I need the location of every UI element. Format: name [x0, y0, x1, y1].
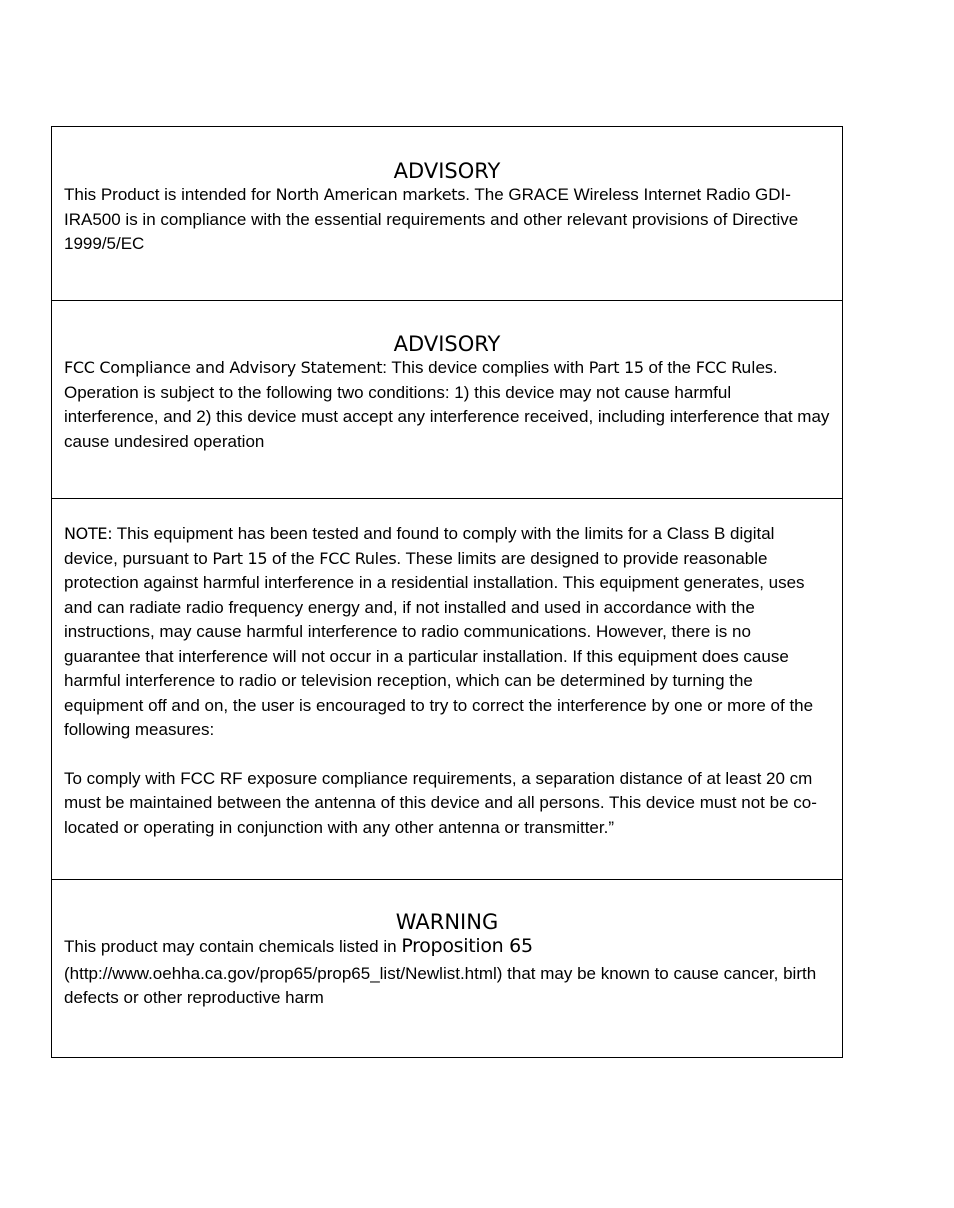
warning-text-line2: (http://www.oehha.ca.gov/prop65/prop65_list/Newlist.html) that may be known to cause cancer, birth defects or other reproductive harm — [64, 963, 817, 1007]
note-section — [52, 499, 842, 880]
note-text — [64, 522, 830, 743]
emphasis-north-american-markets: North American markets — [275, 185, 466, 204]
text-run: This product may contain chemicals listed in — [64, 937, 402, 956]
fcc-statement-text — [64, 356, 830, 454]
advisory-markets-text — [64, 183, 830, 257]
text-run: This equipment has been tested and found to comply with the limits for a Class B digital device, pursuant to — [64, 524, 775, 568]
advisory-section-markets — [52, 127, 842, 301]
advisory-heading: ADVISORY — [393, 332, 501, 356]
emphasis-proposition-65: Proposition 65 — [401, 935, 533, 957]
text-run: of the — [643, 358, 696, 377]
text-run: . Operation is subject to the following two conditions: 1) this device may not cause harmful interference, and 2) this device must accept any interference received, including interference that may cause undesired operation — [64, 358, 830, 451]
paragraph-gap — [64, 743, 830, 767]
warning-text-line1 — [64, 934, 830, 960]
emphasis-fcc-statement: FCC Compliance and Advisory Statement — [64, 358, 383, 377]
text-run: . These limits are designed to provide reasonable protection against harmful interference in a residential installation. This equipment generates, uses and can radiate radio frequency energy and, if not installed and used in accordance with the instructions, may cause harmful interference to radio communications. However, there is no guarantee that interference will not occur in a particular installation. If this equipment does cause harmful interference to radio or television reception, which can be determined by turning the equipment off and on, the user is encouraged to try to correct the interference by one or more of the following measures: — [64, 548, 814, 739]
notice-frame — [51, 126, 843, 1058]
warning-heading: WARNING — [395, 910, 499, 934]
emphasis-part-15: Part 15 — [212, 548, 268, 568]
text-run: : This device complies with — [382, 358, 589, 377]
rf-exposure-text: To comply with FCC RF exposure compliance requirements, a separation distance of at least 20 cm must be maintained between the antenna of this device and all persons. This device must not be co-located or operating in conjunction with any other antenna or transmitter.” — [64, 768, 817, 837]
warning-section — [52, 880, 842, 1057]
emphasis-fcc-rules: FCC Rules — [695, 358, 773, 377]
emphasis-fcc-rules: FCC Rules — [319, 548, 397, 568]
text-run: of the — [267, 548, 320, 568]
note-label: NOTE: — [64, 524, 113, 543]
text-run: This Product is intended for — [64, 185, 276, 204]
advisory-section-fcc — [52, 301, 842, 499]
text-run: . The GRACE Wireless Internet Radio GDI-IRA500 is in compliance with the essential requirements and other relevant provisions of Directive 1999/5/EC — [64, 185, 799, 253]
advisory-heading: ADVISORY — [393, 159, 501, 183]
emphasis-part-15: Part 15 — [588, 358, 644, 377]
